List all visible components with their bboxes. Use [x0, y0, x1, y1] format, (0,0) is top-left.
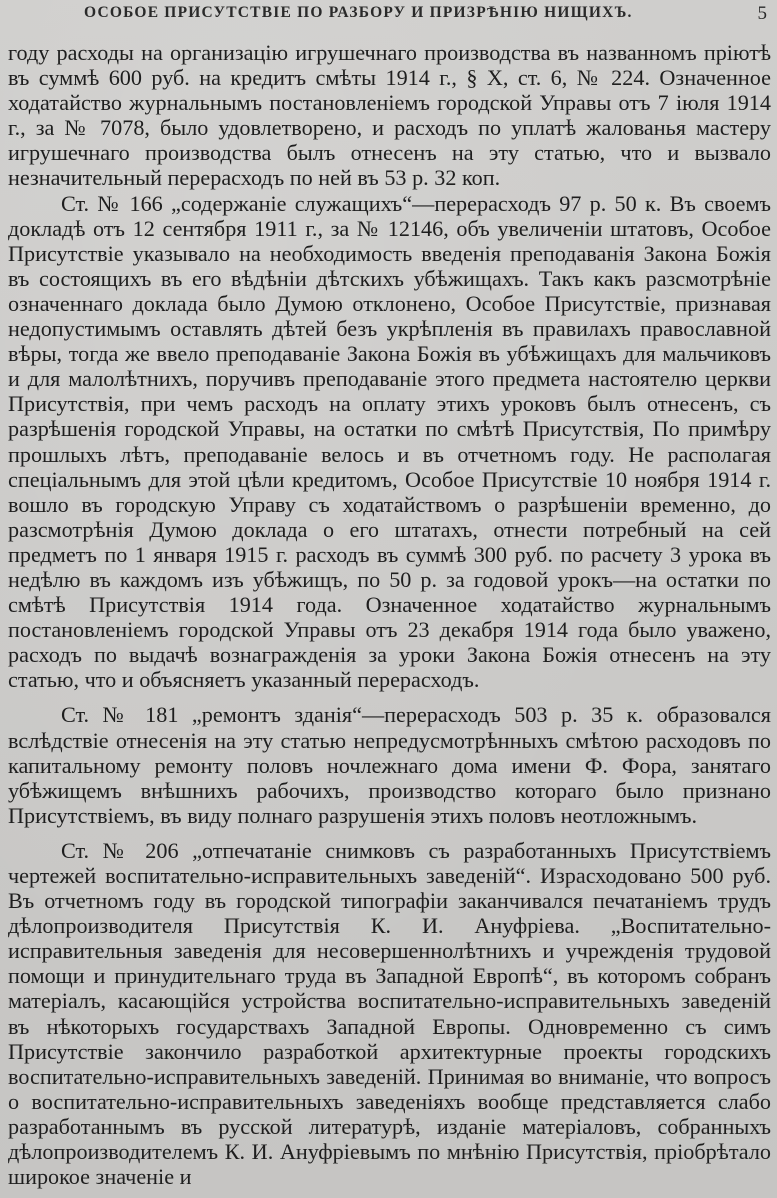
page-number: 5 [757, 3, 767, 24]
paragraph-continuation: году расходы на организацію игрушечнаго производства въ названномъ пріютѣ въ суммѣ 600 руб. на кредитъ смѣты 1914 г., § X, ст. 6, № 224. Означенное ходатайство журнальнымъ постановленіемъ городской Управы отъ 7 іюля 1914 г., за № 7078, было удовлетворено, и расходъ по уплатѣ жалованья мастеру игрушечнаго производства былъ отнесенъ на эту статью, что и вызвало незначительный перерасходъ по ней въ 53 р. 32 коп. [8, 40, 771, 191]
page-header [36, 4, 769, 26]
paragraph-article-206: Ст. № 206 „отпечатаніе снимковъ съ разработанныхъ Присутствіемъ чертежей воспитательно-исправительныхъ заведеній“. Израсходовано 500 руб. Въ отчетномъ году въ городской типографіи заканчивался печатаніемъ трудъ дѣлопроизводителя Присутствія К. И. Ануфріева. „Воспитательно-исправительныя заведенія для несовершеннолѣтнихъ и учрежденія трудовой помощи и принудительнаго труда въ Западной Европѣ“, въ которомъ собранъ матеріалъ, касающійся устройства воспитательно-исправительныхъ заведеній въ нѣкоторыхъ государствахъ Западной Европы. Одновременно съ симъ Присутствіе закончило разработкой архитектурные проекты городскихъ воспитательно-исправительныхъ заведеній. Принимая во вниманіе, что вопросъ о воспитательно-исправительныхъ заведеніяхъ вообще представляется слабо разработаннымъ въ русской литературѣ, изданіе матеріаловъ, собранныхъ дѣлопроизводителемъ К. И. Ануфріевымъ по мнѣнію Присутствія, пріобрѣтало широкое значеніе и [8, 837, 771, 1190]
paragraph-article-166: Ст. № 166 „содержаніе служащихъ“—перерасходъ 97 р. 50 к. Въ своемъ докладѣ отъ 12 сентября 1911 г., за № 12146, объ увеличеніи штатовъ, Особое Присутствіе указывало на необходимость введенія преподаванія Закона Божія въ состоящихъ въ его вѣдѣніи дѣтскихъ убѣжищахъ. Такъ какъ разсмотрѣніе означеннаго доклада было Думою отклонено, Особое Присутствіе, признавая недопустимымъ оставлять дѣтей безъ укрѣпленія въ правилахъ православной вѣры, тогда же ввело преподаваніе Закона Божія въ убѣжищахъ для мальчиковъ и для малолѣтнихъ, поручивъ преподаваніе этого предмета настоятелю церкви Присутствія, при чемъ расходъ на оплату этихъ уроковъ былъ отнесенъ, съ разрѣшенія городской Управы, на остатки по смѣтѣ Присутствія, По примѣру прошлыхъ лѣтъ, преподаваніе велось и въ отчетномъ году. Не располагая спеціальнымъ для этой цѣли кредитомъ, Особое Присутствіе 10 ноября 1914 г. вошло въ городскую Управу съ ходатайствомъ о разрѣшеніи временно, до разсмотрѣнія Думою доклада о его штатахъ, отнести потребный на сей предметъ по 1 января 1915 г. расходъ въ суммѣ 300 руб. по расчету 3 урока въ недѣлю въ каждомъ изъ убѣжищъ, по 50 р. за годовой урокъ—на остатки по смѣтѣ Присутствія 1914 года. Означенное ходатайство журнальнымъ постановленіемъ городской Управы отъ 23 декабря 1914 года было уважено, расходъ по выдачѣ вознагражденія за уроки Закона Божія отнесенъ на эту статью, что и объясняетъ указанный перерасходъ. [8, 190, 771, 693]
body-text [8, 40, 771, 1189]
running-title: ОСОБОЕ ПРИСУТСТВІЕ ПО РАЗБОРУ И ПРИЗРѢНІЮ НИЩИХЪ. [84, 4, 633, 21]
paragraph-article-181: Ст. № 181 „ремонтъ зданія“—перерасходъ 503 р. 35 к. образовался вслѣдствіе отнесенія на эту статью непредусмотрѣнныхъ смѣтою расходовъ по капитальному ремонту половъ ночлежнаго дома имени Ф. Фора, занятаго убѣжищемъ внѣшнихъ рабочихъ, производство котораго было признано Присутствіемъ, въ виду полнаго разрушенія этихъ половъ неотложнымъ. [8, 702, 771, 828]
